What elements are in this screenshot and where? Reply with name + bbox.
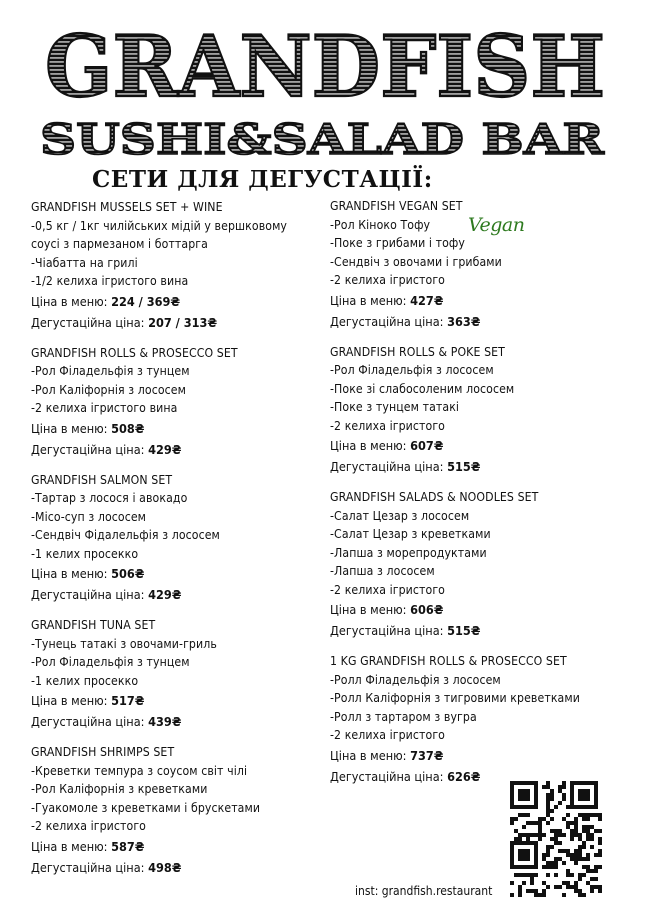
menu-price-value: 587₴	[111, 838, 145, 854]
set-item: -Лапша з морепродуктами	[330, 545, 487, 560]
set-item: -Ролл Філадельфія з лососем	[330, 672, 501, 687]
set-item: -Рол Філадельфія з тунцем	[31, 364, 190, 378]
set-item: -Тартар з лосося і авокадо	[31, 491, 188, 505]
set-item: соусі з пармезаном і боттарга	[31, 237, 208, 251]
set-item: -2 келиха ігристого	[330, 273, 445, 287]
qr-code	[510, 781, 602, 897]
menu-price-value: 427₴	[410, 292, 444, 308]
menu-price-line	[330, 599, 635, 620]
set-title: GRANDFISH ROLLS & PROSECCO SET	[31, 345, 238, 360]
menu-price-label: Ціна в меню:	[330, 602, 407, 617]
menu-price-label: Ціна в меню:	[31, 838, 108, 854]
tasting-price-label: Дегустаційна ціна:	[31, 314, 145, 330]
set-item: -Тунець татакі з овочами-гриль	[31, 636, 217, 651]
tasting-set	[31, 198, 336, 333]
tasting-price-value: 363₴	[447, 313, 481, 329]
tasting-price-value: 207 / 313₴	[148, 314, 218, 330]
set-item: -0,5 кг / 1кг чилійських мідій у вершковому	[31, 218, 288, 233]
set-item: -1 келих просекко	[31, 546, 139, 561]
set-title: GRANDFISH SALMON SET	[31, 472, 173, 487]
tasting-set	[31, 616, 336, 732]
restaurant-logo	[0, 0, 650, 118]
menu-price-line	[31, 563, 336, 584]
tasting-set	[31, 344, 336, 460]
set-item: -Рол Каліфорнія з креветками	[31, 782, 208, 796]
set-title: GRANDFISH ROLLS & POKE SET	[330, 344, 505, 359]
tasting-price-value: 439₴	[148, 714, 182, 729]
tasting-set	[31, 471, 336, 606]
menu-price-value: 737₴	[410, 747, 444, 763]
tasting-price-label: Дегустаційна ціна:	[31, 441, 145, 457]
menu-price-value: 506₴	[111, 566, 145, 581]
set-item: -Місо-суп з лососем	[31, 509, 147, 524]
set-item: -2 келиха ігристого	[31, 819, 146, 833]
set-item: -Поке з тунцем татакі	[330, 400, 460, 414]
tasting-price-line	[31, 711, 336, 732]
set-item: -Салат Цезар з креветками	[330, 527, 491, 541]
menu-price-line	[31, 291, 336, 312]
tasting-price-value: 429₴	[148, 441, 182, 457]
tasting-price-label: Дегустаційна ціна:	[330, 768, 444, 784]
set-item: -Рол Кіноко Тофу	[330, 217, 431, 232]
menu-price-value: 508₴	[111, 420, 145, 436]
set-item: -Сендвіч з овочами і грибами	[330, 254, 502, 269]
menu-price-line	[31, 418, 336, 439]
set-item: -Ролл Каліфорнія з тигровими креветками	[330, 691, 580, 705]
menu-price-label: Ціна в меню:	[31, 693, 108, 708]
right-column	[330, 197, 635, 798]
tasting-price-value: 429₴	[148, 587, 182, 602]
tasting-price-value: 515₴	[447, 623, 481, 638]
set-item: -Поке з грибами і тофу	[330, 236, 465, 250]
set-title: GRANDFISH SHRIMPS SET	[31, 745, 175, 759]
tasting-price-label: Дегустаційна ціна:	[31, 859, 145, 875]
set-title: 1 KG GRANDFISH ROLLS & PROSECCO SET	[330, 654, 567, 668]
set-item: -Ролл з тартаром з вугра	[330, 709, 477, 724]
tasting-price-line	[330, 456, 635, 477]
set-item: -2 келиха ігристого	[330, 418, 445, 433]
tasting-price-value: 498₴	[148, 859, 182, 875]
tasting-price-line	[330, 620, 635, 641]
tasting-price-value: 515₴	[447, 459, 481, 474]
page-heading: СЕТИ ДЛЯ ДЕГУСТАЦІЇ:	[92, 166, 433, 193]
set-item: -Поке зі слабосоленим лососем	[330, 381, 515, 396]
tasting-price-label: Дегустаційна ціна:	[31, 714, 145, 729]
left-column	[31, 198, 336, 889]
menu-price-line	[330, 745, 635, 766]
set-item: -Сендвіч Фідалельфія з лососем	[31, 528, 220, 542]
set-title: GRANDFISH TUNA SET	[31, 618, 156, 632]
qr-code-icon	[510, 781, 602, 897]
set-title: GRANDFISH MUSSELS SET + WINE	[31, 200, 223, 214]
tasting-price-line	[330, 311, 635, 332]
logo-text: GRANDFISH	[45, 17, 605, 116]
set-item: -Креветки темпура з соусом світ чілі	[31, 763, 248, 778]
menu-price-label: Ціна в меню:	[31, 420, 108, 436]
set-item: -Салат Цезар з лососем	[330, 508, 470, 523]
tasting-price-label: Дегустаційна ціна:	[330, 623, 444, 638]
set-item: -Гуакомоле з креветками і брускетами	[31, 800, 261, 815]
vegan-badge: Vegan	[468, 214, 525, 236]
menu-price-label: Ціна в меню:	[31, 566, 108, 581]
menu-price-line	[330, 290, 635, 311]
set-item: -2 келиха ігристого	[330, 582, 445, 597]
set-item: -Чіабатта на грилі	[31, 255, 138, 270]
menu-price-line	[330, 435, 635, 456]
tasting-price-label: Дегустаційна ціна:	[31, 587, 145, 602]
set-item: -1 келих просекко	[31, 673, 139, 688]
set-item: -Рол Філадельфія з тунцем	[31, 655, 190, 669]
set-item: -2 келиха ігристого вина	[31, 401, 178, 415]
menu-price-label: Ціна в меню:	[330, 292, 407, 308]
tasting-set	[31, 743, 336, 878]
tasting-price-label: Дегустаційна ціна:	[330, 459, 444, 474]
tasting-price-label: Дегустаційна ціна:	[330, 313, 444, 329]
restaurant-subtitle	[0, 112, 650, 164]
instagram-handle: inst: grandfish.restaurant	[355, 884, 493, 898]
subtitle-text: SUSHI&SALAD BAR	[40, 115, 606, 164]
set-item: -Рол Філадельфія з лососем	[330, 363, 494, 377]
menu-price-value: 517₴	[111, 693, 145, 708]
tasting-set	[330, 488, 635, 641]
menu-price-line	[31, 690, 336, 711]
menu-price-line	[31, 836, 336, 857]
tasting-set	[330, 343, 635, 478]
menu-price-label: Ціна в меню:	[31, 293, 108, 309]
set-item: -2 келиха ігристого	[330, 728, 445, 742]
set-title: GRANDFISH VEGAN SET	[330, 199, 463, 213]
menu-price-value: 224 / 369₴	[111, 293, 181, 309]
tasting-price-line	[31, 312, 336, 333]
tasting-price-value: 626₴	[447, 768, 481, 784]
tasting-price-line	[31, 584, 336, 605]
set-item: -Лапша з лососем	[330, 564, 435, 578]
set-item: -Рол Каліфорнія з лососем	[31, 382, 186, 397]
menu-price-label: Ціна в меню:	[330, 747, 407, 763]
menu-price-label: Ціна в меню:	[330, 438, 407, 453]
tasting-price-line	[31, 439, 336, 460]
set-title: GRANDFISH SALADS & NOODLES SET	[330, 490, 539, 504]
tasting-set	[330, 652, 635, 787]
tasting-price-line	[31, 857, 336, 878]
set-item: -1/2 келиха ігристого вина	[31, 274, 189, 288]
menu-price-value: 606₴	[410, 602, 444, 617]
menu-price-value: 607₴	[410, 438, 444, 453]
